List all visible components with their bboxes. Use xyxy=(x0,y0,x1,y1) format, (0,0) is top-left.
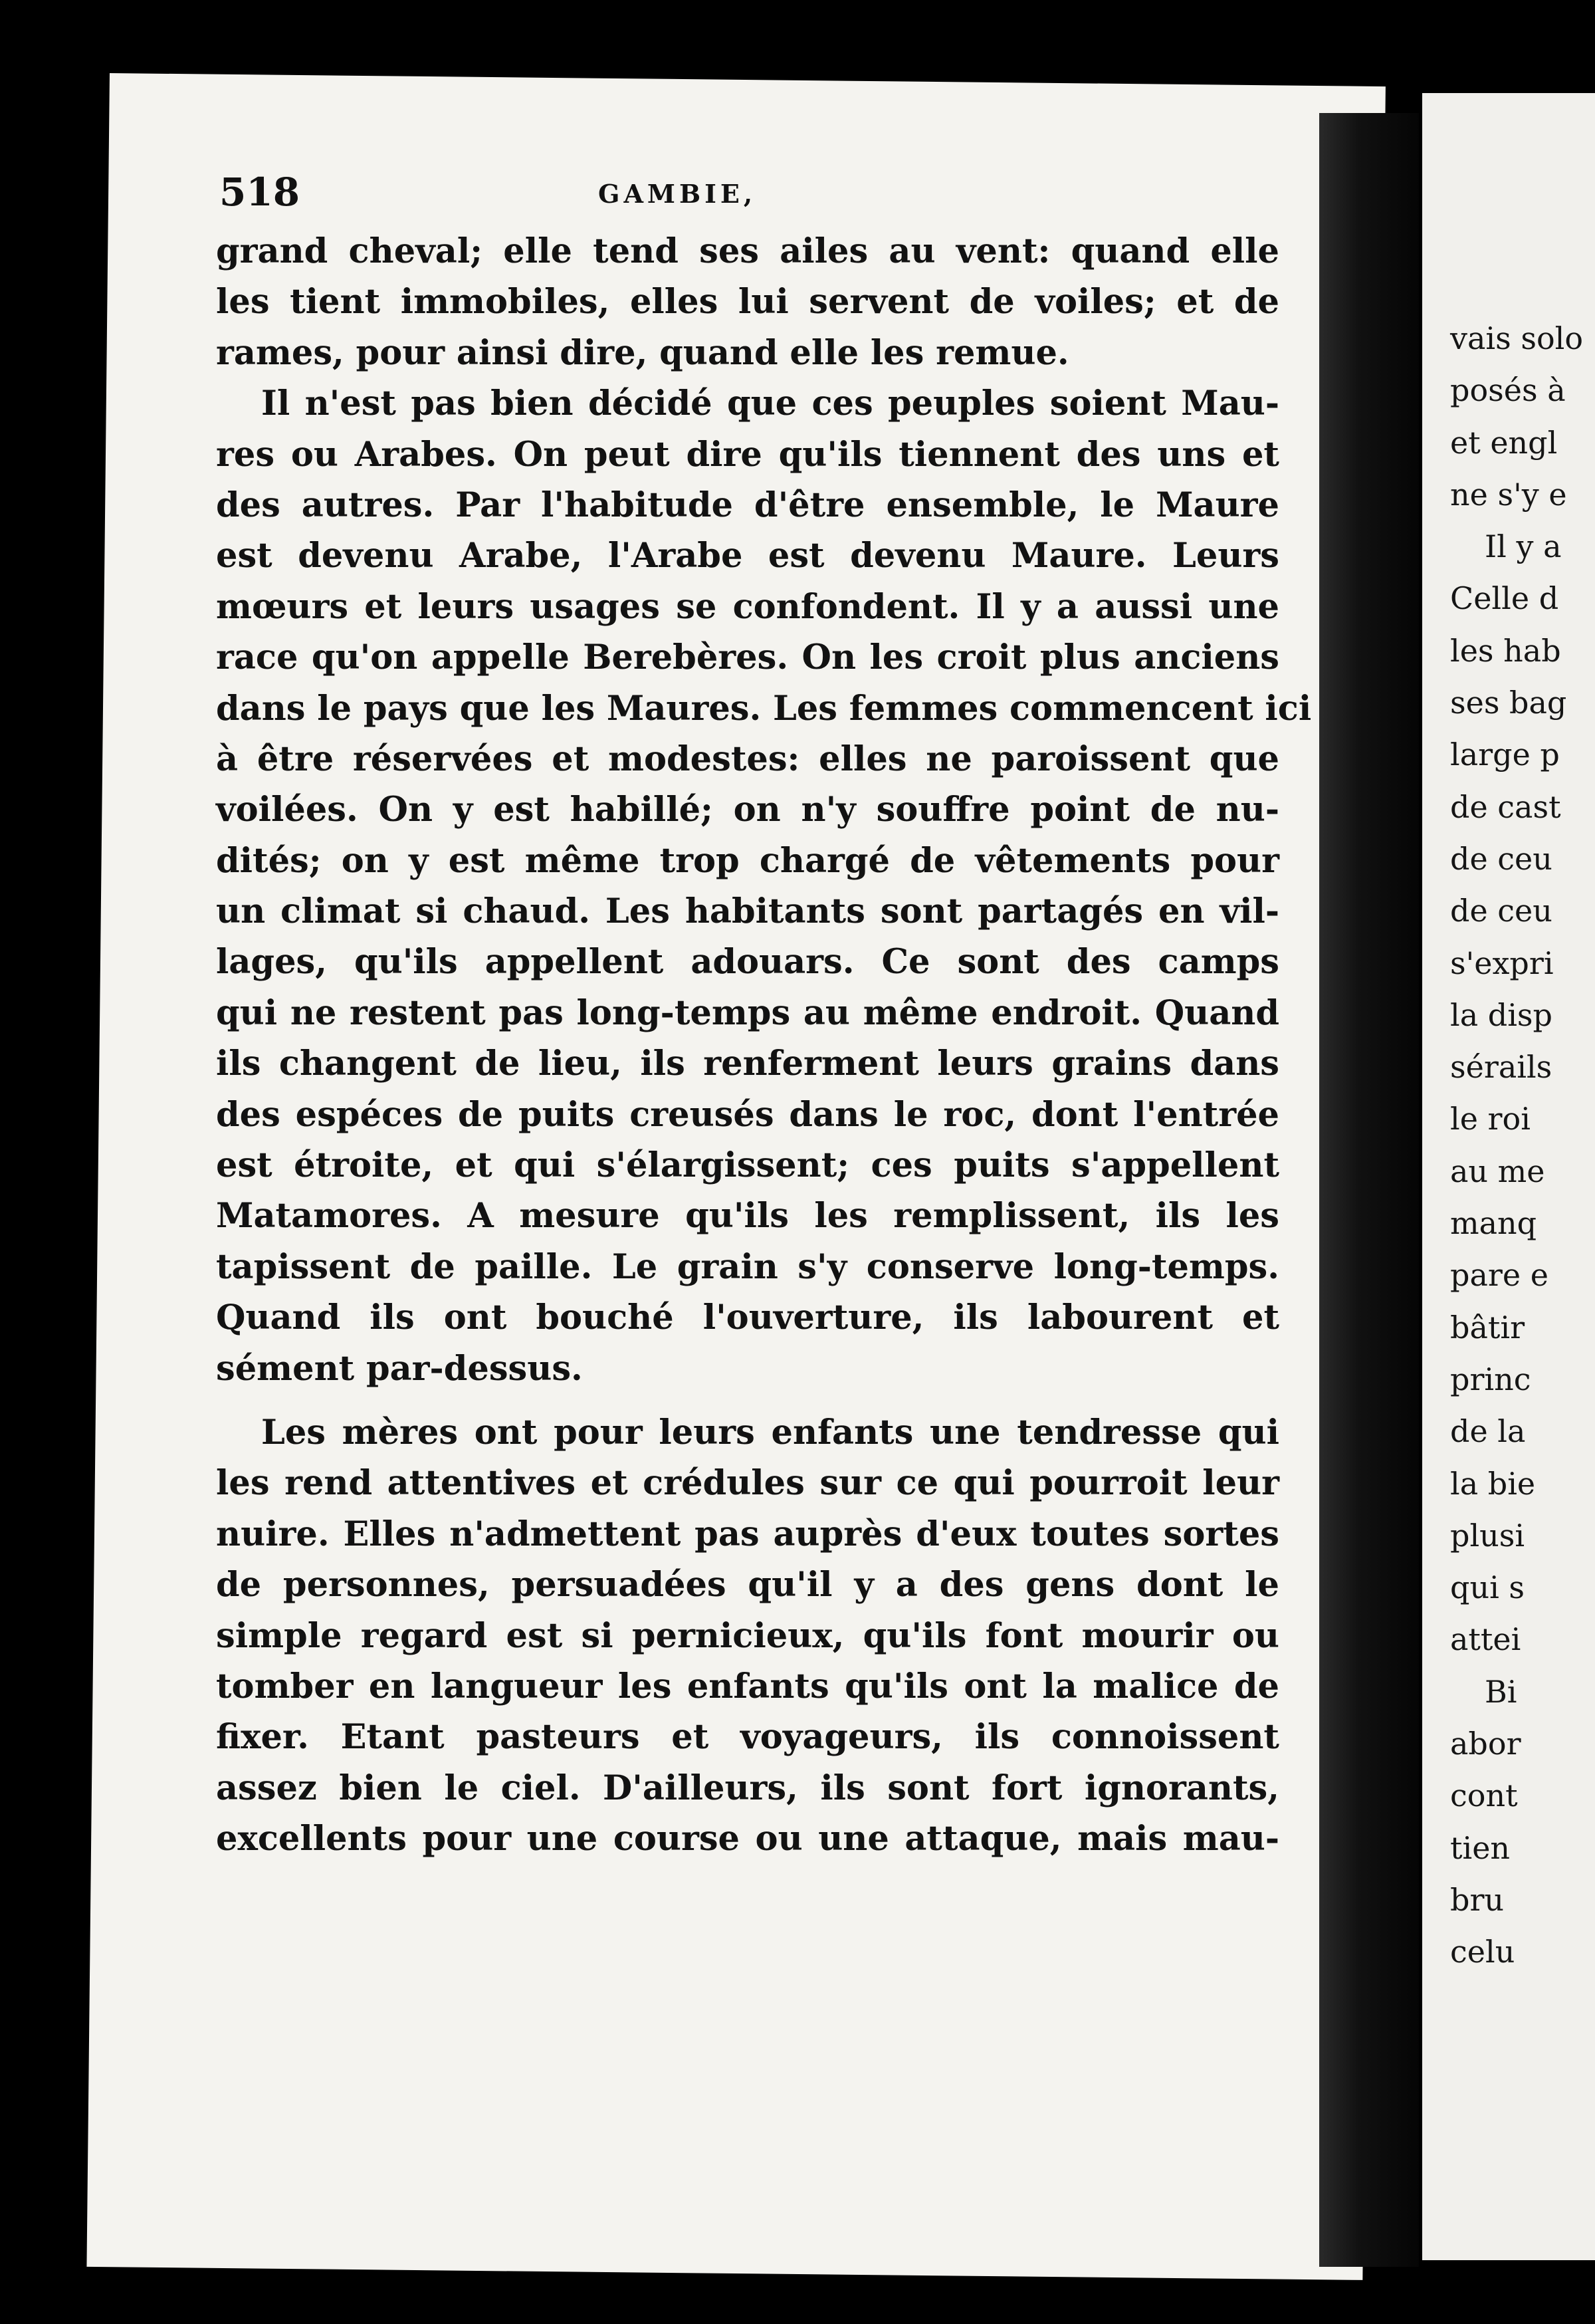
text-line: un climat si chaud. Les habitants sont partagés en vil- xyxy=(216,891,1279,932)
text-line: à être réservées et modestes: elles ne paroissent que xyxy=(216,739,1279,779)
text-line: assez bien le ciel. D'ailleurs, ils sont fort ignorants, xyxy=(216,1768,1279,1808)
text-line: rames, pour ainsi dire, quand elle les remue. xyxy=(216,332,1069,373)
text-line: race qu'on appelle Berebères. On les croit plus anciens xyxy=(216,638,1279,678)
facing-text-line: large p xyxy=(1450,737,1560,773)
facing-text-line: posés à xyxy=(1450,372,1566,409)
facing-text-line: le roi xyxy=(1450,1101,1531,1137)
text-line: des autres. Par l'habitude d'être ensemble, le Maure xyxy=(216,485,1279,525)
text-line: les rend attentives et crédules sur ce qui pourroit leur xyxy=(216,1463,1279,1504)
text-line: fixer. Etant pasteurs et voyageurs, ils connoissent xyxy=(216,1717,1279,1758)
facing-text-line: au me xyxy=(1450,1153,1545,1189)
facing-text-line: vais solo xyxy=(1450,320,1584,356)
facing-text-line: plusi xyxy=(1450,1517,1525,1554)
text-line: dités; on y est même trop chargé de vêtements pour xyxy=(216,840,1279,881)
page-number: 518 xyxy=(219,170,300,215)
text-line: de personnes, persuadées qu'il y a des gens dont le xyxy=(216,1565,1279,1605)
facing-text-line: s'expri xyxy=(1450,945,1554,981)
text-line: lages, qu'ils appellent adouars. Ce sont des camps xyxy=(216,942,1279,983)
facing-text-line: la disp xyxy=(1450,996,1552,1033)
text-line: grand cheval; elle tend ses ailes au vent: quand elle xyxy=(216,231,1279,271)
facing-text-line: ne s'y e xyxy=(1450,476,1567,513)
facing-text-line: bru xyxy=(1450,1881,1505,1918)
facing-text-line: de ceu xyxy=(1450,840,1552,877)
facing-text-line: de ceu xyxy=(1450,893,1552,929)
text-line: ils changent de lieu, ils renferment leurs grains dans xyxy=(216,1044,1279,1084)
running-head: GAMBIE, xyxy=(598,179,757,209)
facing-page-text xyxy=(1450,312,1584,1978)
facing-text-line: attei xyxy=(1450,1621,1521,1658)
facing-text-line: princ xyxy=(1450,1361,1531,1397)
facing-text-line: et engl xyxy=(1450,424,1558,461)
text-line: Les mères ont pour leurs enfants une tendresse qui xyxy=(261,1412,1279,1452)
facing-text-line: tien xyxy=(1450,1829,1511,1866)
text-line: voilées. On y est habillé; on n'y souffre point de nu- xyxy=(216,790,1279,830)
book-gutter xyxy=(1319,113,1419,2267)
text-line: excellents pour une course ou une attaque, mais mau- xyxy=(216,1819,1279,1859)
facing-text-line: pare e xyxy=(1450,1257,1548,1294)
facing-text-line: abor xyxy=(1450,1726,1521,1762)
text-line: res ou Arabes. On peut dire qu'ils tiennent des uns et xyxy=(216,434,1279,475)
text-line: dans le pays que les Maures. Les femmes commencent ici xyxy=(216,688,1312,729)
facing-text-line: sérails xyxy=(1450,1049,1552,1086)
text-line: les tient immobiles, elles lui servent de voiles; et de xyxy=(216,282,1279,322)
text-line: des espéces de puits creusés dans le roc, dont l'entrée xyxy=(216,1094,1279,1135)
facing-text-line: Bi xyxy=(1485,1673,1517,1710)
facing-text-line: qui s xyxy=(1450,1569,1525,1606)
text-line: Matamores. A mesure qu'ils les remplissent, ils les xyxy=(216,1196,1279,1236)
facing-text-line: Il y a xyxy=(1485,528,1562,565)
text-line: nuire. Elles n'admettent pas auprès d'eux toutes sortes xyxy=(216,1514,1279,1554)
facing-text-line: manq xyxy=(1450,1205,1537,1242)
facing-text-line: Celle d xyxy=(1450,580,1559,617)
text-line: mœurs et leurs usages se confondent. Il y a aussi une xyxy=(216,586,1279,627)
facing-text-line: ses bag xyxy=(1450,685,1567,721)
text-line: qui ne restent pas long-temps au même endroit. Quand xyxy=(216,992,1279,1033)
facing-text-line: de la xyxy=(1450,1413,1526,1450)
text-line: est devenu Arabe, l'Arabe est devenu Maure. Leurs xyxy=(216,536,1279,576)
text-line: tapissent de paille. Le grain s'y conserve long-temps. xyxy=(216,1246,1279,1287)
paragraph-gap xyxy=(216,1394,1279,1407)
facing-text-line: la bie xyxy=(1450,1465,1536,1502)
text-line: Quand ils ont bouché l'ouverture, ils labourent et xyxy=(216,1298,1279,1338)
text-line: sément par-dessus. xyxy=(216,1348,583,1389)
text-line: Il n'est pas bien décidé que ces peuples soient Mau- xyxy=(261,384,1279,424)
text-line: tomber en langueur les enfants qu'ils ont la malice de xyxy=(216,1666,1279,1706)
facing-text-line: celu xyxy=(1450,1934,1515,1970)
facing-text-line: les hab xyxy=(1450,632,1561,669)
main-text-block xyxy=(216,226,1312,1865)
facing-text-line: de cast xyxy=(1450,788,1561,825)
text-line: est étroite, et qui s'élargissent; ces puits s'appellent xyxy=(216,1145,1279,1186)
facing-text-line: cont xyxy=(1450,1778,1518,1814)
facing-text-line: bâtir xyxy=(1450,1309,1525,1345)
text-line: simple regard est si pernicieux, qu'ils font mourir ou xyxy=(216,1615,1279,1656)
page-header xyxy=(219,170,1269,223)
